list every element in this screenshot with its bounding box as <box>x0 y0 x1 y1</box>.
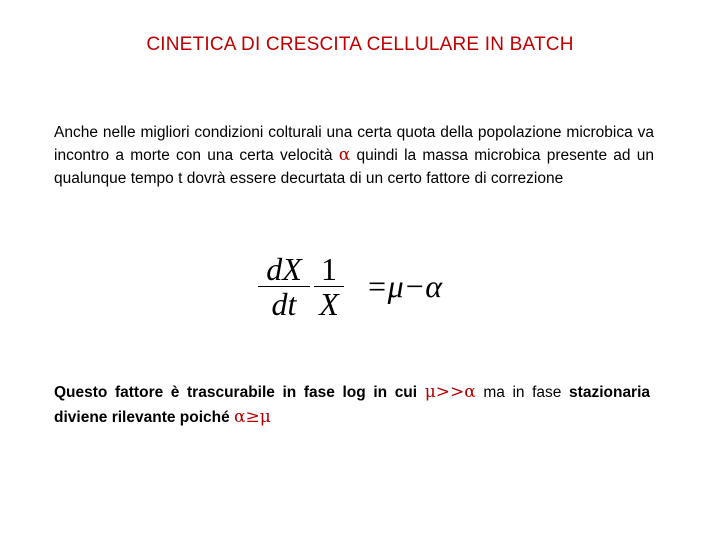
condition-mu-much-greater-alpha: μ>>α <box>424 382 476 402</box>
intro-text-2: quindi la massa microbica presente ad un qualunque tempo t dovrà essere decurtata di un certo fattore di correzione <box>54 147 654 187</box>
fraction-one-over-x <box>314 251 344 322</box>
fraction-dx-dt <box>258 251 310 322</box>
conclusion-text-3: stazionaria diviene rilevante poiché <box>54 384 651 426</box>
fraction-numerator: 1 <box>321 251 337 287</box>
fraction-denominator: X <box>319 286 339 322</box>
conclusion-text-2: ma in fase <box>483 384 562 401</box>
conclusion-paragraph <box>54 380 650 430</box>
fraction-denominator: dt <box>271 286 297 322</box>
growth-equation <box>258 250 458 330</box>
conclusion-text-1: Questo fattore è trascurabile in fase log in cui <box>54 384 418 401</box>
page-title: CINETICA DI CRESCITA CELLULARE IN BATCH <box>146 34 574 55</box>
intro-paragraph <box>54 121 654 190</box>
equation-rhs: =μ−α <box>366 268 443 304</box>
alpha-symbol: α <box>338 145 351 165</box>
fraction-numerator: dX <box>266 251 302 287</box>
condition-alpha-geq-mu: α≥μ <box>234 407 271 427</box>
intro-text-1: Anche nelle migliori condizioni colturali una certa quota della popolazione microbica va incontro a morte con una certa velocità <box>54 124 654 164</box>
